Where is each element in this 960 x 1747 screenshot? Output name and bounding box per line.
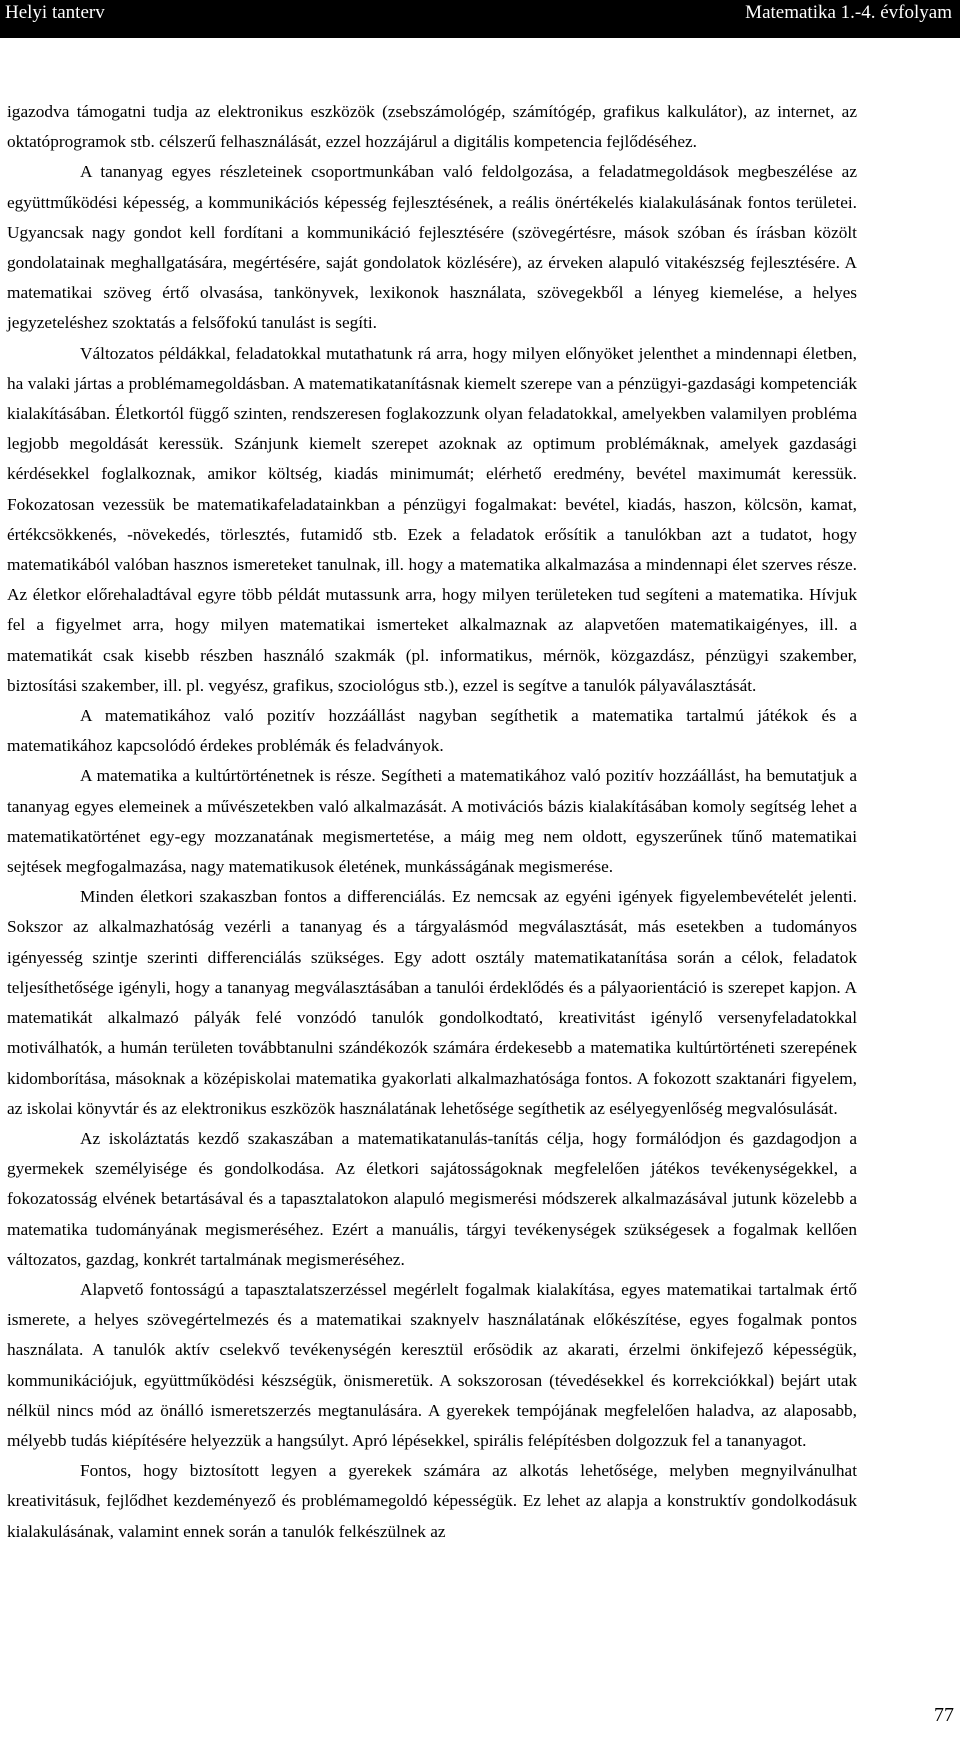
header-right-title: Matematika 1.-4. évfolyam <box>745 2 952 23</box>
paragraph: Fontos, hogy biztosított legyen a gyerekek számára az alkotás lehetősége, melyben megnyilvánulhat kreativitásuk, fejlődhet kezdeményező és problémamegoldó képességük. Ez lehet az alapja a konstruktív gondolkodásuk kialakulásának, valamint ennek során a tanulók felkészülnek az <box>7 1461 857 1541</box>
page-header <box>0 0 960 38</box>
paragraph: A tananyag egyes részleteinek csoportmunkában való feldolgozása, a feladatmegoldások megbeszélése az együttműködési képesség, a kommunikációs képesség fejlesztésének, a reális önértékelés kialakulásának fontos területei. Ugyancsak nagy gondot kell fordítani a kommunikáció fejlesztésére (szövegértésre, mások szóban és írásban közölt gondolatainak meghallgatására, megértésére, saját gondolatok közlésére), az érveken alapuló vitakészség fejlesztésére. A matematikai szöveg értő olvasása, tankönyvek, lexikonok használata, szövegekből a lényeg kiemelése, a helyes jegyzeteléshez szoktatás a felsőfokú tanulást is segíti. <box>7 162 857 333</box>
paragraph: igazodva támogatni tudja az elektronikus eszközök (zsebszámológép, számítógép, grafikus kalkulátor), az internet, az oktatóprogramok stb. célszerű felhasználását, ezzel hozzájárul a digitális kompetencia fejlődéséhez. <box>7 102 857 152</box>
paragraph: Minden életkori szakaszban fontos a differenciálás. Ez nemcsak az egyéni igények figyelembevételét jelenti. Sokszor az alkalmazhatóság vezérli a tananyag és a tárgyalásmód megválasztását, más esetekben a tudományos igényesség szintje szerinti differenciálás szükséges. Egy adott osztály matematikatanítása során a célok, feladatok teljesíthetősége igényli, hogy a tananyag megválasztásában a tanulói érdeklődés és a pályaorientáció is szerepet kapjon. A matematikát alkalmazó pályák felé vonzódó tanulók gondolkodtató, kreativitást igénylő versenyfeladatokkal motiválhatók, a humán területen továbbtanulni szándékozók számára érdekesebb a matematika kultúrtörténeti szerepének kidomborítása, másoknak a középiskolai matematika gyakorlati alkalmazhatósága fontos. A fokozott szaktanári figyelem, az iskolai könyvtár és az elektronikus eszközök használatának lehetősége segíthetik az esélyegyenlőség megvalósulását. <box>7 887 857 1118</box>
paragraph: A matematika a kultúrtörténetnek is része. Segítheti a matematikához való pozitív hozzáállást, ha bemutatjuk a tananyag egyes elemeinek a művészetekben való alkalmazását. A motivációs bázis kialakításában komoly segítség lehet a matematikatörténet egy-egy mozzanatának megismertetése, a máig meg nem oldott, egyszerűnek tűnő matematikai sejtések megfogalmazása, nagy matematikusok életének, munkásságának megismerése. <box>7 766 857 877</box>
paragraph: Alapvető fontosságú a tapasztalatszerzéssel megérlelt fogalmak kialakítása, egyes matematikai tartalmak értő ismerete, a helyes szövegértelmezés és a matematikai szaknyelv használatának előkészítése, egyes fogalmak pontos használata. A tanulók aktív cselekvő tevékenységén keresztül erősödik az akarati, érzelmi önkifejező képességük, kommunikációjuk, együttműködési készségük, önismeretük. A sokszorosan (tévedésekkel és korrekciókkal) bejárt utak nélkül nincs mód az önálló ismeretszerzés megtanulására. A gyerekek tempójának megfelelően haladva, az alaposabb, mélyebb tudás kiépítésére helyezzük a hangsúlyt. Apró lépésekkel, spirális felépítésben dolgozzuk fel a tananyagot. <box>7 1279 857 1450</box>
page-number: 77 <box>934 1704 954 1726</box>
paragraph: Változatos példákkal, feladatokkal mutathatunk rá arra, hogy milyen előnyöket jelenthet a mindennapi életben, ha valaki jártas a problémamegoldásban. A matematikatanításnak kiemelt szerepe van a pénzügyi-gazdasági kompetenciák kialakításában. Életkortól függő szinten, rendszeresen foglakozzunk olyan feladatokkal, amelyekben valamilyen probléma legjobb megoldását keressük. Szánjunk kiemelt szerepet azoknak az optimum problémáknak, amelyek gazdasági kérdésekkel foglalkoznak, amikor költség, kiadás minimumát; elérhető eredmény, bevétel maximumát keressük. Fokozatosan vezessük be matematikafeladatainkban a pénzügyi fogalmakat: bevétel, kiadás, haszon, kölcsön, kamat, értékcsökkenés, -növekedés, törlesztés, futamidő stb. Ezek a feladatok erősítik a tanulókban azt a tudatot, hogy matematikából valóban hasznos ismereteket tanulnak, ill. hogy a matematika alkalmazása a mindennapi élet szerves része. Az életkor előrehaladtával egyre több példát mutassunk arra, hogy milyen területeken tud segíteni a matematika. Hívjuk fel a figyelmet arra, hogy milyen matematikai ismerteket alkalmaznak az alapvetően matematikaigényes, ill. a matematikát csak kisebb részben használó szakmák (pl. informatikus, mérnök, közgazdász, pénzügyi szakember, biztosítási szakember, ill. pl. vegyész, grafikus, szociológus stb.), ezzel is segítve a tanulók pályaválasztását. <box>7 343 857 695</box>
header-left-title: Helyi tanterv <box>5 2 105 23</box>
paragraph: A matematikához való pozitív hozzáállást nagyban segíthetik a matematika tartalmú játékok és a matematikához kapcsolódó érdekes problémák és feladványok. <box>7 706 857 756</box>
document-body <box>7 97 857 1547</box>
paragraph: Az iskoláztatás kezdő szakaszában a matematikatanulás-tanítás célja, hogy formálódjon és gazdagodjon a gyermekek személyisége és gondolkodása. Az életkori sajátosságoknak megfelelően játékos tevékenységekkel, a fokozatosság elvének betartásával és a tapasztalatokon alapuló megismerési módszerek alkalmazásával jutunk közelebb a matematika tudományának megismeréséhez. Ezért a manuális, tárgyi tevékenységek szükségesek a fogalmak kellően változatos, gazdag, konkrét tartalmának megismeréséhez. <box>7 1128 857 1269</box>
